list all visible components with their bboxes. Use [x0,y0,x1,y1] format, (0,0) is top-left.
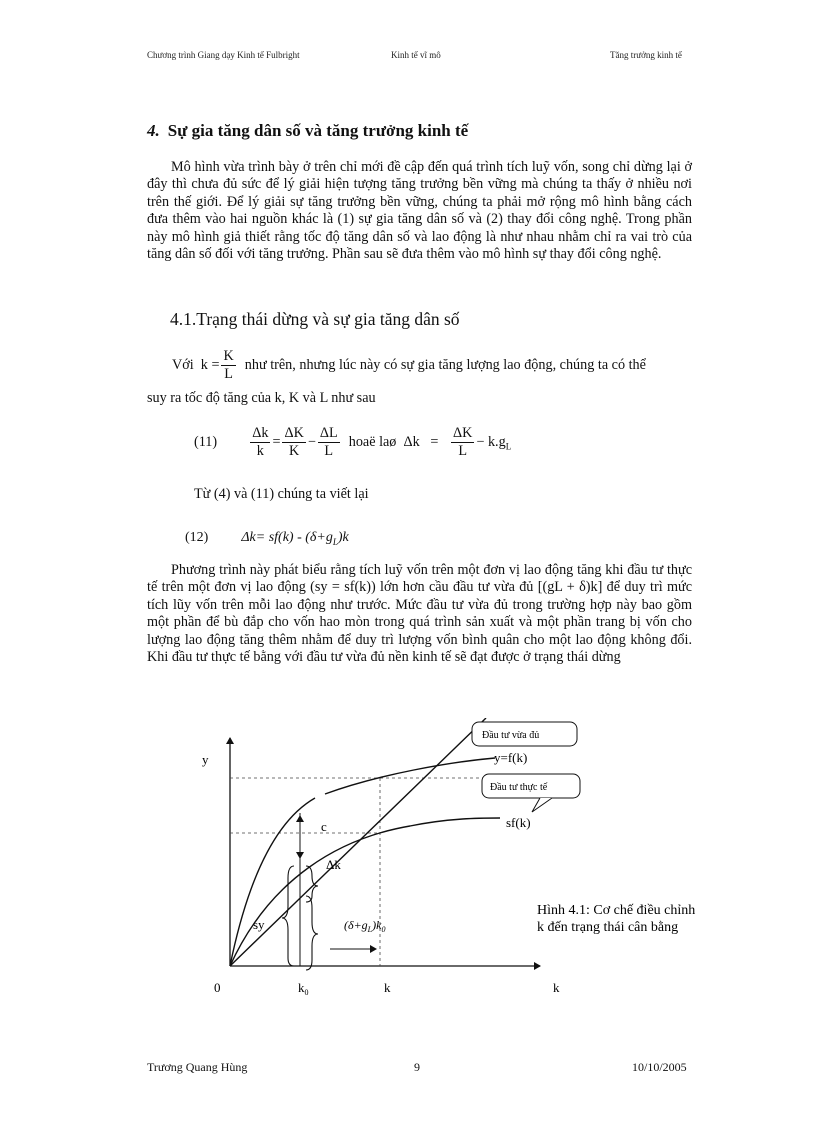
section-title: Sự gia tăng dân số và tăng trưởng kinh tế [167,121,469,140]
curve-sfk [230,818,500,966]
k-steady-label: k [384,980,391,995]
c-label: c [321,819,327,834]
paragraph-intro: Mô hình vừa trình bày ở trên chỉ mới đề cập đến quá trình tích luỹ vốn, song chỉ dừng lại ở đây thì chưa đủ sức để lý giải hiện tượng tăng trưởng bền vững mà chúng ta thấy ở nhiều nơi trên thế giới. Để lý giải sự tăng trưởng bền vững, chúng ta phải mở rộng mô hình bằng cách đưa thêm vào hai nguồn khác là (1) sự gia tăng dân số và (2) thay đổi công nghệ. Trong phần này mô hình giả thiết rằng tốc độ tăng dân số và lao động là như nhau nhằm chỉ ra vai trò của tăng dân số đối với tăng trưởng. Phần sau sẽ đưa thêm vào mô hình sự thay đổi công nghệ. [147,159,692,263]
callout-pointer [532,798,552,812]
subsection-title: 4.1.Trạng thái dừng và sự gia tăng dân số [170,309,460,329]
with-suffix: như trên, nhưng lúc này có sự gia tăng lượng lao động, chúng ta có thể [244,356,646,373]
section-heading [147,121,468,141]
dk-label: Δk [326,857,341,872]
equation-12-label: (12) [185,530,209,545]
figure-caption-line-1: Hình 4.1: Cơ chế điều chỉnh [537,903,696,918]
with-prefix: Với [172,356,194,373]
section-number: 4. [147,121,160,140]
header-center: Kinh tế vĩ mô [391,50,441,60]
header-left: Chương trình Giang dạy Kinh tế Fulbright [147,50,300,60]
curve-yfk-upper [325,758,495,794]
brace-investment [306,896,318,970]
equation-11: (11) $\frac{\Delta k}{k}$ = $\frac{\Delta K}{K}$ − $\frac{\Delta L}{L}$ hoaë laø Δk = $\frac{\Delta K}{L}$ − $k.g_L$ [194,425,512,459]
callout-actual-investment-text: Đầu tư thực tế [490,782,548,793]
with-lhs: k = [200,356,220,373]
frac-dL-L: $\frac{\Delta L}{L}$ [319,425,338,459]
figure-caption-line-2: k đến trạng thái cân bằng [537,920,679,935]
with-line-2: suy ra tốc độ tăng của k, K và L như sau [147,390,376,406]
investment-line-label: $(\delta+g_L)k_0$ [344,918,386,934]
equation-12: (12) $\Delta k= sf(k) - (\delta+g_L)k$ [185,530,349,547]
frac-dK-K: $\frac{\Delta K}{K}$ [284,425,304,459]
equation-connector: hoaë laø [348,433,397,450]
y-axis-label: y [202,752,209,767]
frac-dk-k: $\frac{\Delta k}{k}$ [252,425,269,459]
footer-author: Trương Quang Hùng [147,1060,248,1074]
curve-sfk-label: sf(k) [506,815,531,830]
footer-page: 9 [414,1060,420,1074]
callout-required-investment-text: Đầu tư vừa đủ [482,730,540,741]
header-right: Tăng trưởng kinh tế [610,50,682,60]
curve-yfk-label: y=f(k) [494,750,528,765]
figure-steady-state [190,718,710,1000]
footer-date: 10/10/2005 [632,1060,687,1074]
x-axis-label: k [553,980,560,995]
frac-dK-L: $\frac{\Delta K}{L}$ [453,425,473,459]
k0-label: $k_0$ [298,980,309,997]
with-line [172,348,646,383]
fraction-k-over-l: $\frac{K}{L}$ [223,348,234,382]
origin-label: 0 [214,980,221,995]
from-text: Từ (4) và (11) chúng ta viết lại [194,486,369,502]
paragraph-explanation: Phương trình này phát biểu rằng tích luỹ vốn trên một đơn vị lao động tăng khi đầu tư thực tế trên một đơn vị lao động (sy = sf(k)) lớn hơn cầu đầu tư vừa đủ [(gL + δ)k] để duy trì mức tích lũy vốn trên mỗi lao động như trước. Mức đầu tư vừa đủ trong trường hợp này bao gồm một phần để bù đắp cho vốn hao mòn trong quá trình sản xuất và một phần trang bị vốn cho lượng lao động tăng thêm nhằm để duy trì lượng vốn bình quân cho một lao động không đổi. Khi đầu tư thực tế bằng với đầu tư vừa đủ nền kinh tế sẽ đạt được ở trạng thái dừng [147,562,692,666]
equation-11-label: (11) [194,433,218,450]
sy-label: sy [253,917,265,932]
